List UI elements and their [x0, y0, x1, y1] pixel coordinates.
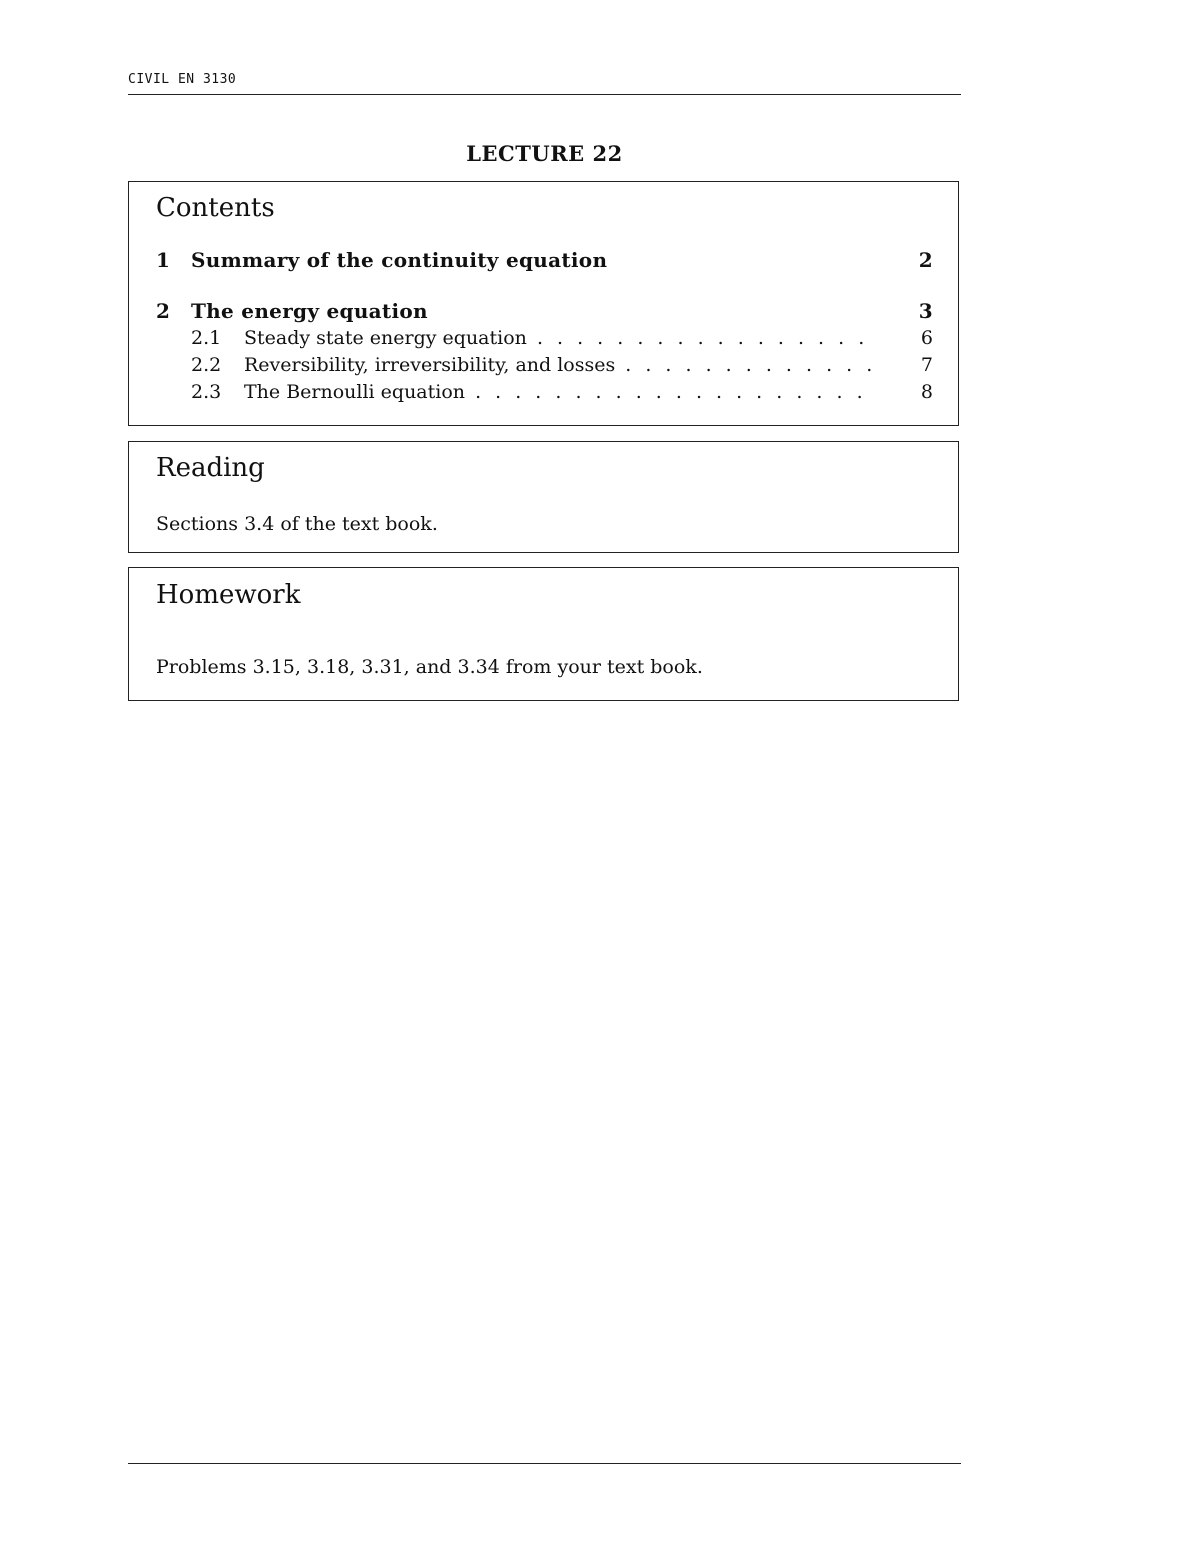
- toc-section-title: The energy equation: [191, 299, 428, 323]
- toc-section-number: 2: [156, 299, 171, 323]
- toc-subsection-2-1[interactable]: [156, 327, 933, 353]
- running-header: [128, 70, 961, 95]
- toc-subsection-title: Steady state energy equation . . .: [244, 327, 873, 349]
- reading-heading: Reading: [156, 453, 265, 483]
- toc-section-number: 1: [156, 248, 171, 272]
- contents-box: [128, 181, 959, 426]
- toc-subsection-number: 2.3: [191, 381, 222, 403]
- toc-section-page: 3: [918, 299, 933, 323]
- homework-heading: Homework: [156, 580, 301, 610]
- toc-subsection-2-2[interactable]: [156, 354, 933, 380]
- reading-text: Sections 3.4 of the text book.: [156, 513, 438, 535]
- toc-subsection-number: 2.2: [191, 354, 222, 376]
- toc-subsection-title: The Bernoulli equation . . .: [244, 381, 873, 403]
- homework-box: [128, 567, 959, 701]
- footer-rule: [128, 1463, 961, 1464]
- toc-subsection-title: Reversibility, irreversibility, and losses . . .: [244, 354, 873, 376]
- toc-subsection-page: 8: [920, 381, 933, 403]
- course-code: CIVIL EN 3130: [128, 72, 237, 87]
- reading-box: [128, 441, 959, 553]
- page-title: LECTURE 22: [466, 141, 623, 166]
- toc-subsection-2-3[interactable]: [156, 381, 933, 407]
- toc-subsection-page: 6: [920, 327, 933, 349]
- toc-section-page: 2: [918, 248, 933, 272]
- toc-section-title: Summary of the continuity equation: [191, 248, 608, 272]
- toc-subsection-number: 2.1: [191, 327, 222, 349]
- toc-section-2[interactable]: [156, 299, 933, 325]
- contents-heading: Contents: [156, 193, 275, 223]
- toc-section-1[interactable]: [156, 248, 933, 274]
- homework-text: Problems 3.15, 3.18, 3.31, and 3.34 from your text book.: [156, 656, 703, 678]
- toc-subsection-page: 7: [920, 354, 933, 376]
